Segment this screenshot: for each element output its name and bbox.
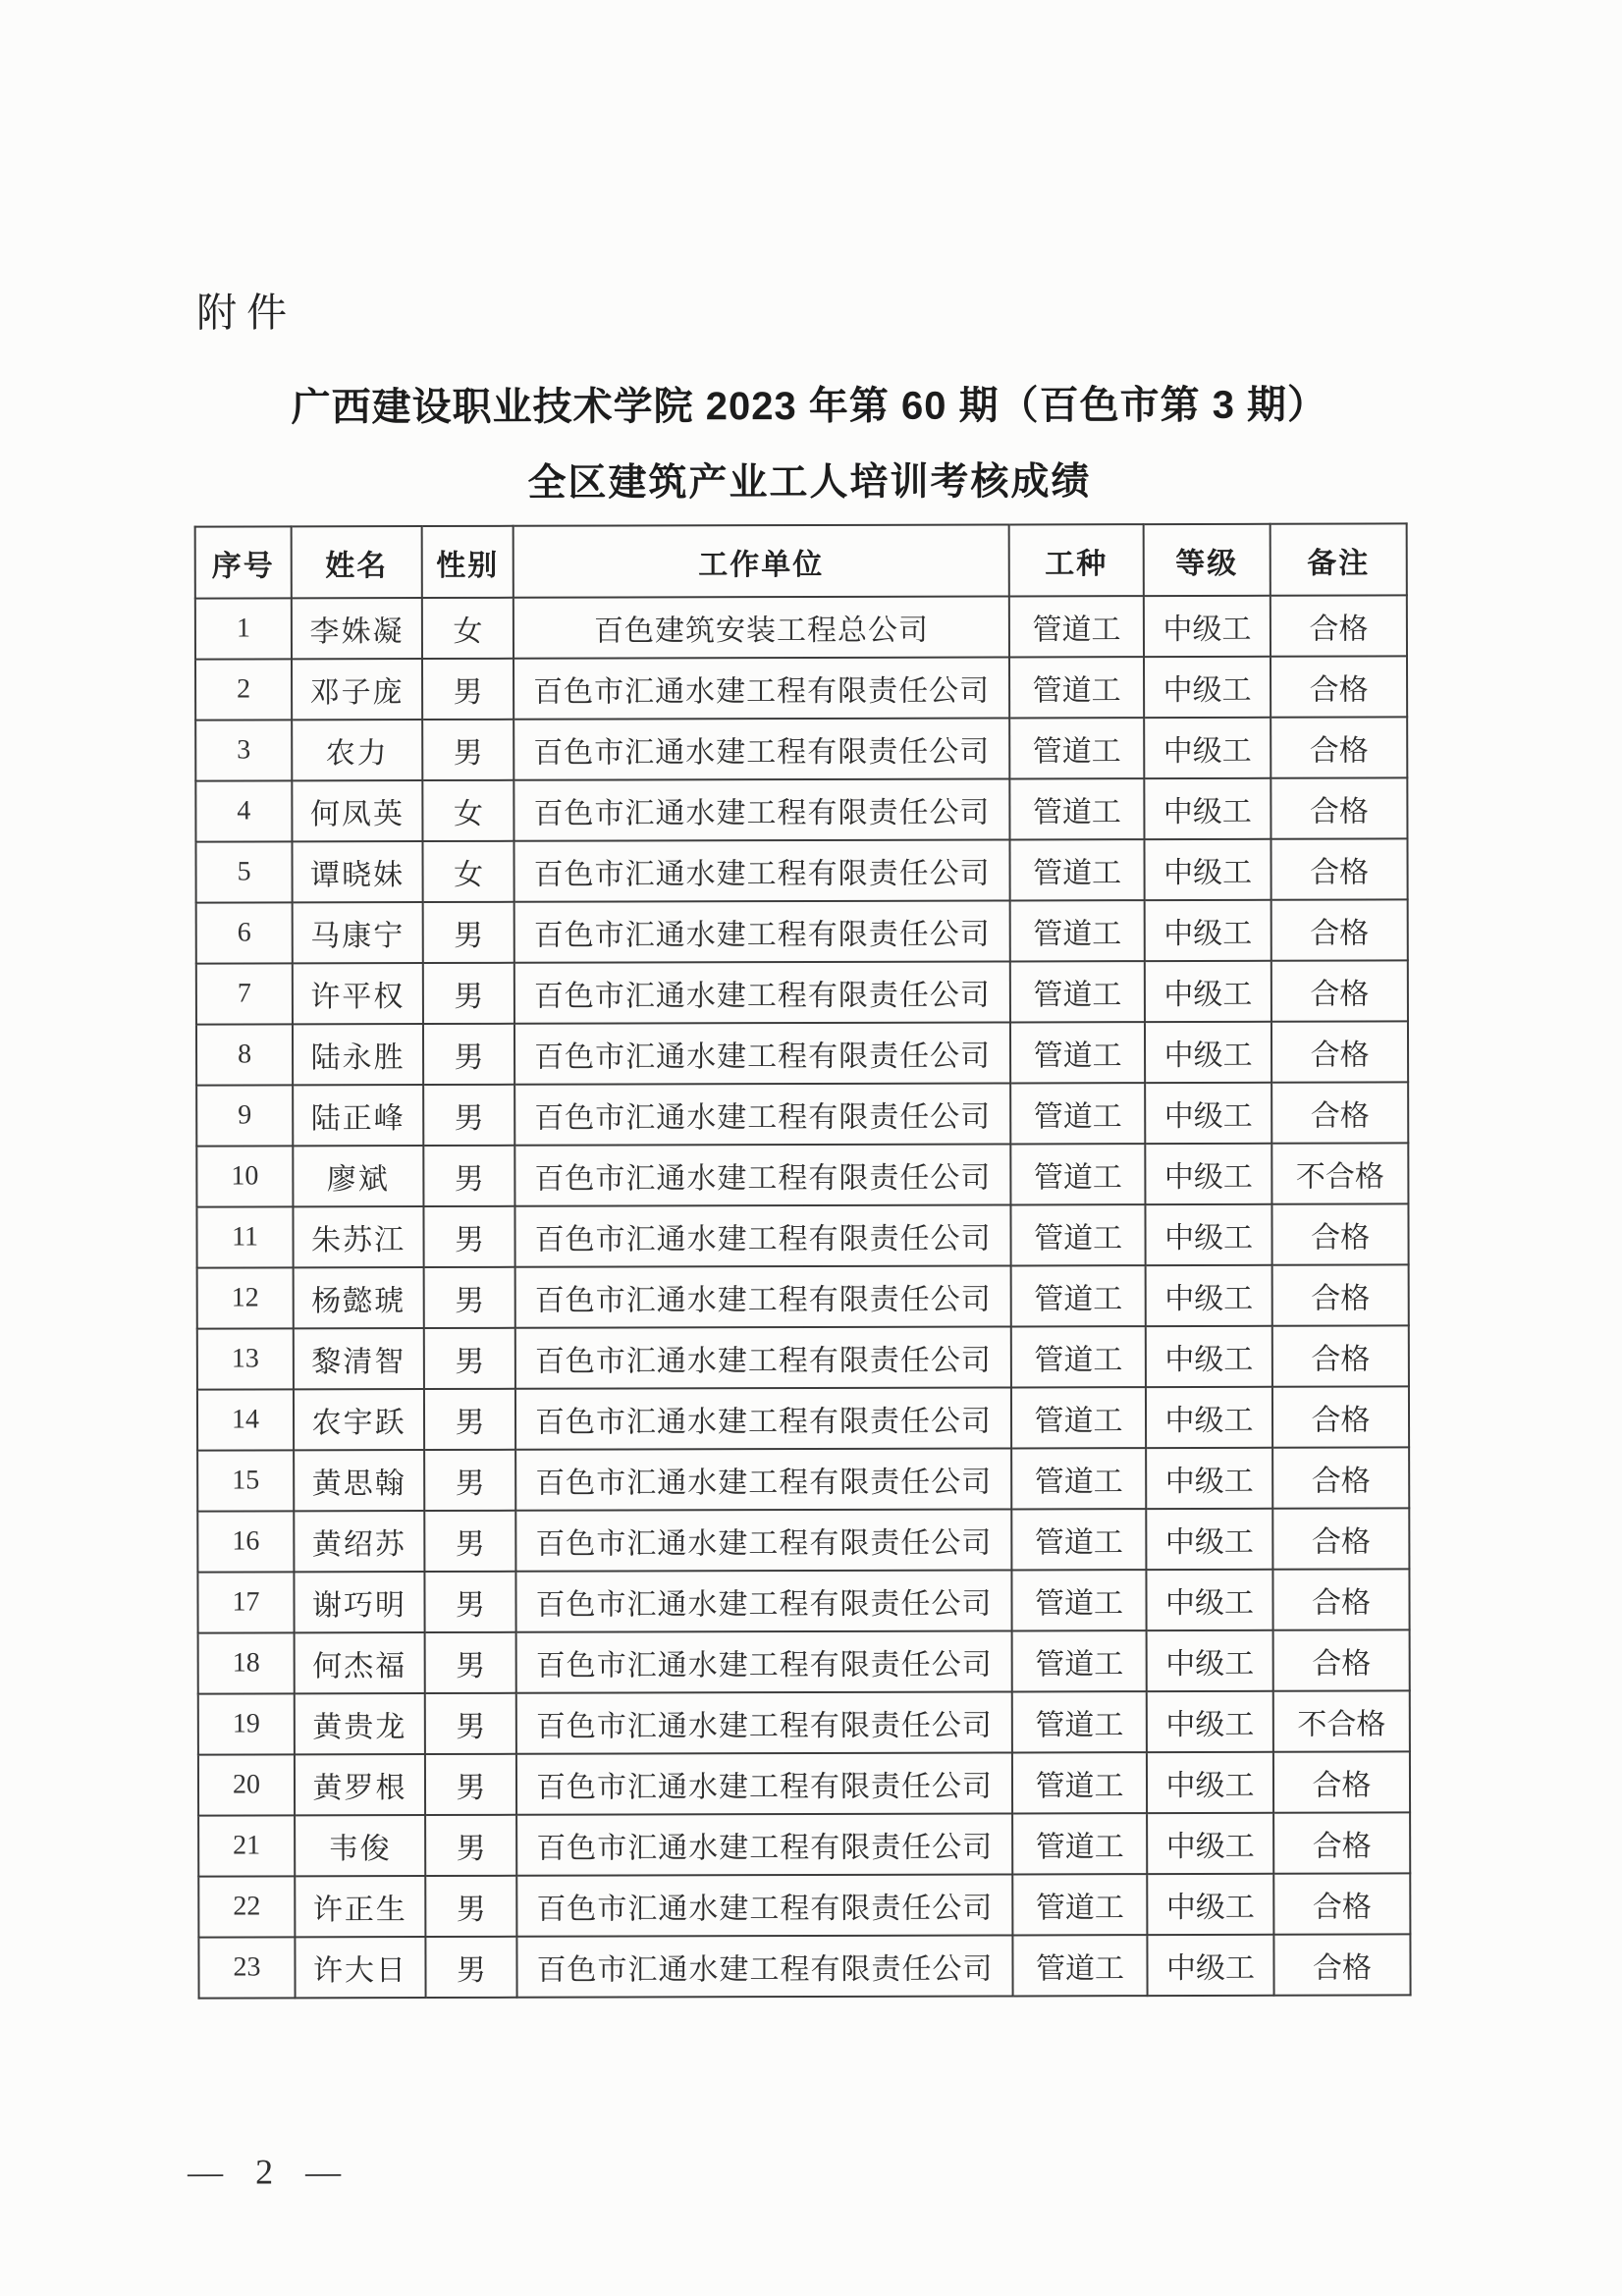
results-table-body (195, 595, 1411, 1998)
cell-grade: 中级工 (1144, 718, 1271, 778)
cell-remark: 合格 (1271, 838, 1407, 899)
cell-remark: 合格 (1271, 595, 1407, 656)
cell-remark: 合格 (1272, 1447, 1409, 1508)
cell-employer: 百色市汇通水建工程有限责任公司 (514, 839, 1009, 901)
table-row (196, 1143, 1408, 1206)
cell-serial: 6 (196, 902, 293, 963)
cell-trade: 管道工 (1012, 1935, 1147, 1996)
cell-remark: 合格 (1271, 656, 1407, 717)
table-row (198, 1812, 1410, 1876)
cell-trade: 管道工 (1010, 1204, 1145, 1265)
cell-serial: 8 (196, 1024, 293, 1085)
column-header-trade: 工种 (1009, 524, 1144, 596)
cell-serial: 4 (195, 780, 292, 841)
cell-name: 朱苏江 (293, 1206, 423, 1267)
table-row (198, 1934, 1410, 1998)
cell-serial: 21 (198, 1815, 295, 1876)
cell-name: 陆永胜 (293, 1024, 423, 1085)
cell-gender: 男 (425, 1754, 516, 1815)
column-header-serial: 序号 (195, 526, 292, 598)
cell-grade: 中级工 (1147, 1813, 1273, 1874)
cell-remark: 合格 (1271, 1082, 1408, 1143)
cell-remark: 合格 (1271, 1203, 1408, 1264)
cell-serial: 2 (195, 659, 292, 720)
cell-name: 韦俊 (295, 1815, 425, 1876)
cell-gender: 男 (423, 1146, 514, 1206)
cell-gender: 男 (424, 1267, 515, 1328)
cell-grade: 中级工 (1147, 1874, 1273, 1935)
cell-remark: 合格 (1271, 1021, 1408, 1082)
cell-trade: 管道工 (1011, 1387, 1146, 1448)
cell-trade: 管道工 (1009, 596, 1144, 657)
cell-gender: 男 (424, 1450, 515, 1511)
cell-employer: 百色市汇通水建工程有限责任公司 (514, 1083, 1010, 1145)
cell-gender: 女 (422, 780, 514, 841)
cell-trade: 管道工 (1012, 1813, 1147, 1874)
cell-employer: 百色市汇通水建工程有限责任公司 (514, 718, 1009, 779)
cell-trade: 管道工 (1011, 1509, 1146, 1570)
cell-gender: 男 (424, 1389, 515, 1450)
cell-grade: 中级工 (1146, 1448, 1272, 1509)
cell-gender: 男 (423, 963, 514, 1024)
cell-trade: 管道工 (1010, 1022, 1145, 1083)
table-row (195, 777, 1407, 841)
cell-serial: 14 (197, 1389, 294, 1450)
cell-grade: 中级工 (1146, 1387, 1272, 1448)
cell-employer: 百色市汇通水建工程有限责任公司 (516, 1935, 1012, 1997)
cell-serial: 9 (196, 1085, 293, 1146)
cell-trade: 管道工 (1009, 778, 1144, 839)
cell-name: 廖斌 (293, 1146, 423, 1206)
results-table (194, 522, 1412, 1999)
cell-gender: 男 (425, 1693, 516, 1754)
cell-serial: 20 (198, 1754, 295, 1815)
cell-remark: 合格 (1273, 1751, 1410, 1812)
cell-name: 谭晓妹 (292, 841, 422, 902)
cell-remark: 合格 (1272, 1325, 1409, 1386)
table-row (197, 1569, 1409, 1632)
page-number: — 2 — (187, 2152, 353, 2192)
cell-trade: 管道工 (1010, 900, 1145, 961)
cell-grade: 中级工 (1144, 778, 1271, 839)
cell-remark: 合格 (1271, 899, 1408, 960)
cell-serial: 3 (195, 720, 292, 780)
table-row (196, 1021, 1408, 1085)
cell-name: 农宇跃 (294, 1389, 424, 1450)
table-row (197, 1508, 1409, 1572)
cell-name: 黄罗根 (295, 1754, 425, 1815)
cell-employer: 百色市汇通水建工程有限责任公司 (516, 1630, 1012, 1692)
cell-trade: 管道工 (1010, 1144, 1145, 1204)
cell-remark: 合格 (1271, 717, 1407, 777)
cell-trade: 管道工 (1009, 718, 1144, 778)
cell-serial: 18 (198, 1632, 295, 1693)
cell-gender: 男 (422, 720, 514, 780)
table-row (197, 1386, 1409, 1450)
cell-serial: 5 (195, 841, 292, 902)
table-row (196, 1203, 1408, 1267)
cell-grade: 中级工 (1147, 1935, 1273, 1996)
cell-employer: 百色市汇通水建工程有限责任公司 (515, 1265, 1011, 1327)
cell-grade: 中级工 (1145, 1083, 1271, 1144)
table-row (196, 1082, 1408, 1146)
cell-serial: 19 (198, 1693, 295, 1754)
cell-trade: 管道工 (1012, 1874, 1147, 1935)
cell-gender: 男 (425, 1876, 516, 1937)
cell-gender: 男 (424, 1511, 515, 1572)
cell-trade: 管道工 (1011, 1326, 1146, 1387)
cell-serial: 16 (197, 1511, 294, 1572)
cell-trade: 管道工 (1010, 961, 1145, 1022)
cell-trade: 管道工 (1010, 1083, 1145, 1144)
column-header-name: 姓名 (292, 526, 422, 598)
table-row (195, 717, 1407, 780)
cell-gender: 男 (425, 1815, 516, 1876)
cell-remark: 合格 (1273, 1873, 1410, 1934)
cell-grade: 中级工 (1144, 657, 1271, 718)
cell-gender: 男 (424, 1572, 515, 1632)
cell-trade: 管道工 (1012, 1630, 1147, 1691)
cell-name: 黄思翰 (294, 1450, 424, 1511)
cell-serial: 17 (197, 1572, 294, 1632)
table-row (195, 656, 1407, 720)
attachment-label: 附件 (196, 290, 297, 336)
cell-grade: 中级工 (1144, 596, 1271, 657)
cell-remark: 合格 (1273, 1629, 1410, 1690)
cell-name: 李姝凝 (292, 598, 422, 659)
cell-grade: 中级工 (1147, 1630, 1273, 1691)
cell-trade: 管道工 (1012, 1752, 1147, 1813)
cell-serial: 22 (198, 1876, 295, 1937)
cell-name: 黄绍苏 (294, 1511, 424, 1572)
cell-serial: 15 (197, 1450, 294, 1511)
cell-serial: 13 (197, 1328, 294, 1389)
cell-serial: 10 (196, 1146, 293, 1206)
cell-name: 陆正峰 (293, 1085, 423, 1146)
table-header-row (195, 523, 1407, 598)
cell-employer: 百色市汇通水建工程有限责任公司 (515, 1326, 1011, 1388)
cell-remark: 合格 (1273, 1934, 1410, 1995)
cell-gender: 女 (422, 598, 514, 659)
document-title-line1: 广西建设职业技术学院 2023 年第 60 期（百色市第 3 期） (291, 383, 1328, 430)
cell-grade: 中级工 (1145, 1022, 1271, 1083)
cell-employer: 百色市汇通水建工程有限责任公司 (514, 1144, 1010, 1205)
cell-remark: 合格 (1273, 1812, 1410, 1873)
cell-remark: 合格 (1271, 960, 1408, 1021)
table-row (196, 960, 1408, 1024)
cell-remark: 不合格 (1273, 1690, 1410, 1751)
cell-name: 许大日 (295, 1937, 425, 1998)
cell-gender: 男 (424, 1328, 515, 1389)
cell-name: 许正生 (295, 1876, 425, 1937)
cell-trade: 管道工 (1011, 1448, 1146, 1509)
cell-employer: 百色市汇通水建工程有限责任公司 (514, 961, 1010, 1023)
cell-trade: 管道工 (1011, 1570, 1146, 1630)
cell-trade: 管道工 (1012, 1691, 1147, 1752)
cell-name: 马康宁 (293, 902, 423, 963)
cell-gender: 男 (425, 1937, 516, 1998)
cell-name: 谢巧明 (294, 1572, 424, 1632)
cell-trade: 管道工 (1011, 1265, 1146, 1326)
cell-grade: 中级工 (1146, 1326, 1272, 1387)
cell-remark: 合格 (1272, 1264, 1409, 1325)
table-row (196, 899, 1408, 963)
cell-serial: 1 (195, 598, 292, 659)
cell-remark: 合格 (1272, 1386, 1409, 1447)
cell-grade: 中级工 (1144, 839, 1271, 900)
cell-employer: 百色市汇通水建工程有限责任公司 (516, 1813, 1012, 1875)
cell-serial: 7 (196, 963, 293, 1024)
cell-gender: 男 (425, 1632, 516, 1693)
cell-name: 何杰福 (295, 1632, 425, 1693)
cell-grade: 中级工 (1146, 1265, 1272, 1326)
table-row (197, 1264, 1409, 1328)
cell-gender: 女 (422, 841, 514, 902)
table-row (198, 1751, 1410, 1815)
cell-remark: 不合格 (1271, 1143, 1408, 1203)
cell-serial: 11 (196, 1206, 293, 1267)
column-header-gender: 性别 (422, 526, 514, 598)
cell-grade: 中级工 (1145, 900, 1271, 961)
column-header-grade: 等级 (1144, 524, 1271, 596)
cell-grade: 中级工 (1145, 1144, 1271, 1204)
cell-gender: 男 (423, 902, 514, 963)
table-row (195, 838, 1407, 902)
cell-employer: 百色市汇通水建工程有限责任公司 (515, 1448, 1011, 1510)
cell-employer: 百色市汇通水建工程有限责任公司 (514, 657, 1009, 719)
cell-name: 黄贵龙 (295, 1693, 425, 1754)
cell-remark: 合格 (1272, 1569, 1409, 1629)
column-header-employer: 工作单位 (514, 524, 1009, 597)
cell-employer: 百色市汇通水建工程有限责任公司 (516, 1874, 1012, 1936)
cell-employer: 百色市汇通水建工程有限责任公司 (515, 1509, 1011, 1571)
table-row (195, 595, 1407, 659)
cell-grade: 中级工 (1147, 1691, 1273, 1752)
cell-employer: 百色市汇通水建工程有限责任公司 (514, 778, 1009, 840)
cell-grade: 中级工 (1145, 961, 1271, 1022)
column-header-remark: 备注 (1271, 523, 1407, 595)
cell-name: 何凤英 (292, 780, 422, 841)
cell-remark: 合格 (1271, 777, 1407, 838)
document-title-line2: 全区建筑产业工人培训考核成绩 (527, 460, 1092, 505)
cell-gender: 男 (423, 1085, 514, 1146)
cell-name: 许平权 (293, 963, 423, 1024)
cell-trade: 管道工 (1009, 657, 1144, 718)
cell-trade: 管道工 (1009, 839, 1144, 900)
cell-gender: 男 (423, 1206, 514, 1267)
table-row (198, 1873, 1410, 1937)
table-row (197, 1325, 1409, 1389)
cell-gender: 男 (423, 1024, 514, 1085)
cell-employer: 百色市汇通水建工程有限责任公司 (515, 1387, 1011, 1449)
cell-employer: 百色市汇通水建工程有限责任公司 (514, 1204, 1010, 1266)
cell-name: 杨懿琥 (294, 1267, 424, 1328)
cell-employer: 百色市汇通水建工程有限责任公司 (514, 1022, 1010, 1084)
cell-serial: 23 (198, 1937, 295, 1998)
cell-employer: 百色建筑安装工程总公司 (514, 596, 1009, 658)
cell-grade: 中级工 (1146, 1570, 1272, 1630)
cell-grade: 中级工 (1146, 1509, 1272, 1570)
table-row (197, 1447, 1409, 1511)
cell-grade: 中级工 (1145, 1204, 1271, 1265)
cell-employer: 百色市汇通水建工程有限责任公司 (514, 900, 1010, 962)
cell-grade: 中级工 (1147, 1752, 1273, 1813)
cell-employer: 百色市汇通水建工程有限责任公司 (516, 1752, 1012, 1814)
cell-employer: 百色市汇通水建工程有限责任公司 (515, 1570, 1011, 1631)
cell-name: 邓子庞 (292, 659, 422, 720)
cell-name: 黎清智 (294, 1328, 424, 1389)
table-row (198, 1629, 1410, 1693)
cell-name: 农力 (292, 720, 422, 780)
cell-gender: 男 (422, 659, 514, 720)
table-row (198, 1690, 1410, 1754)
cell-remark: 合格 (1272, 1508, 1409, 1569)
cell-serial: 12 (197, 1267, 294, 1328)
cell-employer: 百色市汇通水建工程有限责任公司 (516, 1691, 1012, 1753)
